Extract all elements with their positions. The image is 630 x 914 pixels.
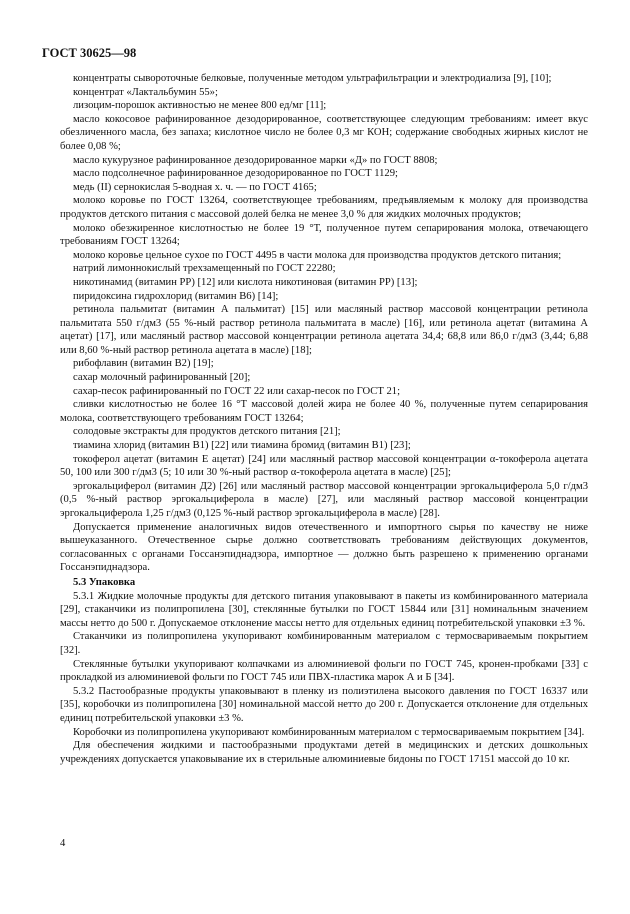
paragraph: молоко коровье цельное сухое по ГОСТ 4495 в части молока для производства продуктов детского питания; bbox=[73, 249, 562, 261]
paragraph: сливки кислотностью не более 16 °Т массовой долей жира не более 40 %, полученные путем сепарирования молока, соответствующего требованиям ГОСТ 13264; bbox=[60, 399, 588, 424]
paragraph: медь (II) сернокислая 5-водная х. ч. — по ГОСТ 4165; bbox=[73, 181, 317, 193]
paragraph: молоко коровье по ГОСТ 13264, соответствующее требованиям, предъявляемым к молоку для производства продуктов детского питания с массовой долей белка не менее 3,0 % для жидких молочных продуктов; bbox=[60, 195, 588, 220]
paragraph: солодовые экстракты для продуктов детского питания [21]; bbox=[73, 426, 341, 438]
paragraph: сахар молочный рафинированный [20]; bbox=[73, 372, 251, 384]
paragraph: эргокальциферол (витамин Д2) [26] или масляный раствор массовой концентрации эргокальциферола 5,0 г/дм3 (0,5 %-ный раствор эргокальциферола в масле) [27], или масляный раствор массовой концентрации эргокальциферола 1,25 г/дм3 (0,125 %-ный раствор эргокальциферола в масле) [28]. bbox=[60, 480, 588, 519]
section-heading: 5.3 Упаковка bbox=[73, 576, 136, 588]
section-paragraph: 5.3.2 Пастообразные продукты упаковывают в пленку из полиэтилена высокого давления по ГОСТ 16337 или [35], коробочки из полипропилена [30] номинальной массой нетто до 200 г. Допускается отклонение для отдельных единиц потребительской упаковки ±3 %. bbox=[60, 685, 588, 724]
section-paragraph: Стаканчики из полипропилена укупоривают комбинированным материалом с термосвариваемым покрытием [32]. bbox=[60, 631, 588, 656]
paragraph: никотинамид (витамин РР) [12] или кислота никотиновая (витамин РР) [13]; bbox=[73, 276, 418, 288]
paragraph: рибофлавин (витамин В2) [19]; bbox=[73, 358, 214, 370]
section-paragraph: 5.3.1 Жидкие молочные продукты для детского питания упаковывают в пакеты из комбинированного материала [29], стаканчики из полипропилена [30], стеклянные бутылки по ГОСТ 15844 или [31] номинальным значением массы нетто до 500 г. Допускаемое отклонение массы нетто для отдельных единиц потребительской упаковки ±3 %. bbox=[60, 590, 588, 629]
paragraph: натрий лимоннокислый трехзамещенный по ГОСТ 22280; bbox=[73, 263, 336, 275]
document-body bbox=[60, 72, 588, 766]
paragraph: концентраты сывороточные белковые, полученные методом ультрафильтрации и электродиализа [9], [10]; bbox=[73, 73, 552, 84]
paragraph: сахар-песок рафинированный по ГОСТ 22 или сахар-песок по ГОСТ 21; bbox=[73, 385, 401, 397]
section-paragraph: Коробочки из полипропилена укупоривают комбинированным материалом с термосвариваемым покрытием [34]. bbox=[73, 726, 585, 738]
paragraph: лизоцим-порошок активностью не менее 800 ед/мг [11]; bbox=[73, 100, 327, 112]
paragraph: масло кокосовое рафинированное дезодорированное, соответствующее следующим требованиям: имеет вкус обезличенного масла, без запаха; кислотное число не более 0,3 мг КОН; содержание свободных жирных кислот не более 0,08 %; bbox=[60, 113, 588, 152]
paragraph: токоферол ацетат (витамин Е ацетат) [24] или масляный раствор массовой концентрации α-токоферола ацетата 50, 100 или 300 г/дм3 (5; 10 или 30 %-ный раствор α-токоферола ацетата в масле) [25]; bbox=[60, 453, 588, 479]
paragraph: концентрат «Лактальбумин 55»; bbox=[73, 86, 218, 98]
paragraph: ретинола пальмитат (витамин А пальмитат) [15] или масляный раствор массовой концентрации ретинола пальмитата 550 г/дм3 (55 %-ный раствор ретинола пальмитата в масле) [16], или ретинола ацетат (витамина А ацетат) [17], или масляный раствор массовой концентрации ретинола ацетата 34,4; 68,8 или 86,0 г/дм3 (3,44; 6,88 или 8,60 %-ный раствор ретинола ацетата в масле) [18]; bbox=[60, 304, 588, 356]
paragraph: пиридоксина гидрохлорид (витамин В6) [14]; bbox=[73, 290, 279, 302]
paragraph: тиамина хлорид (витамин В1) [22] или тиамина бромид (витамин В1) [23]; bbox=[73, 440, 411, 452]
paragraph: масло подсолнечное рафинированное дезодорированное по ГОСТ 1129; bbox=[73, 168, 398, 180]
page-number: 4 bbox=[60, 838, 66, 849]
paragraph: молоко обезжиренное кислотностью не более 19 °Т, полученное путем сепарирования молока, отвечающего требованиям ГОСТ 13264; bbox=[60, 222, 588, 248]
section-paragraph: Стеклянные бутылки укупоривают колпачками из алюминиевой фольги по ГОСТ 745, кронен-пробками [33] с прокладкой из алюминиевой фольги по ГОСТ 745 или ПВХ-пластика марок А и Б [34]. bbox=[60, 658, 588, 684]
paragraph: Допускается применение аналогичных видов отечественного и импортного сырья по качеству не ниже вышеуказанного. Отечественное сырье должно соответствовать требованиям действующих документов, согласованных с органами Госсанэпиднадзора, импортное — должно быть разрешено к применению органами Госсанэпиднадзора. bbox=[60, 521, 588, 574]
page-header: ГОСТ 30625—98 bbox=[42, 46, 137, 60]
paragraph: масло кукурузное рафинированное дезодорированное марки «Д» по ГОСТ 8808; bbox=[73, 154, 438, 166]
section-paragraph: Для обеспечения жидкими и пастообразными продуктами детей в медицинских и детских дошкольных учреждениях допускается упаковывание их в стерильные алюминиевые бидоны по ГОСТ 17151 массой до 10 кг. bbox=[60, 740, 588, 765]
